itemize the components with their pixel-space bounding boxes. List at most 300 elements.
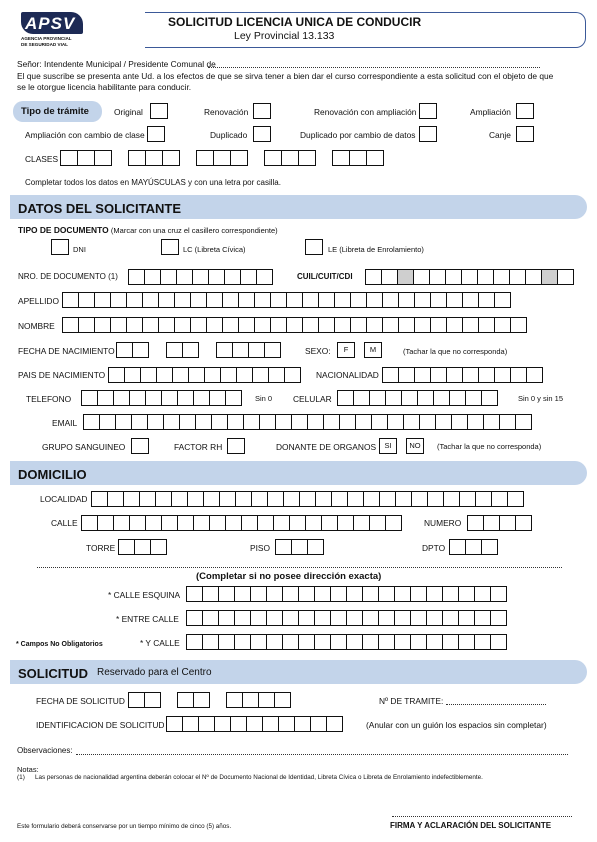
option-canje-checkbox[interactable] — [516, 126, 534, 142]
char-box[interactable] — [478, 317, 495, 333]
char-box[interactable] — [449, 539, 466, 555]
char-box[interactable] — [115, 414, 132, 430]
char-box[interactable] — [477, 269, 494, 285]
char-box[interactable] — [62, 292, 79, 308]
char-box[interactable] — [258, 692, 275, 708]
char-box[interactable] — [413, 269, 430, 285]
char-box[interactable] — [158, 292, 175, 308]
char-box[interactable] — [387, 414, 404, 430]
char-box[interactable] — [305, 515, 322, 531]
char-box[interactable] — [458, 610, 475, 626]
char-box[interactable] — [385, 515, 402, 531]
char-box[interactable] — [99, 414, 116, 430]
char-box[interactable] — [458, 634, 475, 650]
char-box[interactable] — [330, 634, 347, 650]
char-box[interactable] — [78, 292, 95, 308]
char-box[interactable] — [302, 292, 319, 308]
char-box[interactable] — [474, 634, 491, 650]
char-box[interactable] — [192, 269, 209, 285]
char-box[interactable] — [254, 317, 271, 333]
char-box[interactable] — [160, 269, 177, 285]
clases-field[interactable] — [60, 150, 384, 166]
char-box[interactable] — [458, 586, 475, 602]
char-box[interactable] — [334, 317, 351, 333]
char-box[interactable] — [362, 634, 379, 650]
char-box[interactable] — [467, 515, 484, 531]
char-box[interactable] — [510, 317, 527, 333]
char-box[interactable] — [214, 716, 231, 732]
char-box[interactable] — [190, 317, 207, 333]
char-box[interactable] — [118, 539, 135, 555]
char-box[interactable] — [310, 716, 327, 732]
char-box[interactable] — [282, 586, 299, 602]
char-box[interactable] — [186, 610, 203, 626]
entre-calle-field[interactable] — [186, 610, 507, 626]
char-box[interactable] — [478, 292, 495, 308]
char-box[interactable] — [481, 539, 498, 555]
char-box[interactable] — [270, 292, 287, 308]
char-box[interactable] — [499, 414, 516, 430]
char-box[interactable] — [246, 716, 263, 732]
char-box[interactable] — [177, 390, 194, 406]
torre-field[interactable] — [118, 539, 167, 555]
char-box[interactable] — [218, 586, 235, 602]
char-box[interactable] — [202, 610, 219, 626]
char-box[interactable] — [318, 317, 335, 333]
char-box[interactable] — [339, 414, 356, 430]
char-box[interactable] — [499, 515, 516, 531]
fecha-solicitud-field[interactable] — [128, 692, 291, 708]
char-box[interactable] — [209, 390, 226, 406]
char-box[interactable] — [213, 150, 231, 166]
char-box[interactable] — [347, 491, 364, 507]
char-box[interactable] — [264, 342, 281, 358]
char-box[interactable] — [323, 414, 340, 430]
char-box[interactable] — [410, 586, 427, 602]
char-box[interactable] — [139, 491, 156, 507]
char-box[interactable] — [196, 150, 214, 166]
donante-no-box[interactable]: NO — [406, 438, 424, 454]
char-box[interactable] — [331, 491, 348, 507]
char-box[interactable] — [275, 539, 292, 555]
char-box[interactable] — [363, 491, 380, 507]
char-box[interactable] — [366, 292, 383, 308]
char-box[interactable] — [462, 317, 479, 333]
char-box[interactable] — [234, 634, 251, 650]
char-box[interactable] — [462, 367, 479, 383]
char-box[interactable] — [346, 610, 363, 626]
char-box[interactable] — [474, 610, 491, 626]
char-box[interactable] — [366, 150, 384, 166]
char-box[interactable] — [298, 634, 315, 650]
char-box[interactable] — [314, 634, 331, 650]
char-box[interactable] — [394, 610, 411, 626]
char-box[interactable] — [378, 586, 395, 602]
factor-box[interactable] — [227, 438, 245, 454]
char-box[interactable] — [203, 491, 220, 507]
option-duplicado-datos-checkbox[interactable] — [419, 126, 437, 142]
char-box[interactable] — [230, 716, 247, 732]
char-box[interactable] — [302, 317, 319, 333]
char-box[interactable] — [226, 692, 243, 708]
char-box[interactable] — [378, 610, 395, 626]
char-box[interactable] — [264, 150, 282, 166]
sexo-f-box[interactable]: F — [337, 342, 355, 358]
dni-checkbox[interactable] — [51, 239, 69, 255]
identificacion-field[interactable] — [166, 716, 343, 732]
char-box[interactable] — [278, 716, 295, 732]
char-box[interactable] — [394, 586, 411, 602]
char-box[interactable] — [225, 390, 242, 406]
char-box[interactable] — [430, 317, 447, 333]
char-box[interactable] — [208, 269, 225, 285]
char-box[interactable] — [242, 692, 259, 708]
char-box[interactable] — [243, 414, 260, 430]
char-box[interactable] — [307, 414, 324, 430]
char-box[interactable] — [94, 292, 111, 308]
char-box[interactable] — [525, 269, 542, 285]
char-box[interactable] — [337, 390, 354, 406]
char-box[interactable] — [128, 150, 146, 166]
char-box[interactable] — [490, 610, 507, 626]
char-box[interactable] — [235, 491, 252, 507]
char-box[interactable] — [193, 390, 210, 406]
char-box[interactable] — [515, 515, 532, 531]
char-box[interactable] — [334, 292, 351, 308]
char-box[interactable] — [429, 269, 446, 285]
char-box[interactable] — [266, 586, 283, 602]
char-box[interactable] — [398, 367, 415, 383]
char-box[interactable] — [395, 491, 412, 507]
char-box[interactable] — [299, 491, 316, 507]
char-box[interactable] — [222, 317, 239, 333]
char-box[interactable] — [145, 150, 163, 166]
char-box[interactable] — [134, 539, 151, 555]
char-box[interactable] — [142, 292, 159, 308]
char-box[interactable] — [475, 491, 492, 507]
char-box[interactable] — [442, 610, 459, 626]
char-box[interactable] — [144, 269, 161, 285]
char-box[interactable] — [379, 491, 396, 507]
char-box[interactable] — [465, 390, 482, 406]
char-box[interactable] — [459, 491, 476, 507]
char-box[interactable] — [110, 317, 127, 333]
fecha-nac-field[interactable] — [116, 342, 281, 358]
char-box[interactable] — [526, 367, 543, 383]
sexo-m-box[interactable]: M — [364, 342, 382, 358]
char-box[interactable] — [204, 367, 221, 383]
localidad-field[interactable] — [91, 491, 524, 507]
char-box[interactable] — [382, 292, 399, 308]
char-box[interactable] — [177, 692, 194, 708]
char-box[interactable] — [397, 269, 414, 285]
telefono-field[interactable] — [81, 390, 242, 406]
char-box[interactable] — [369, 390, 386, 406]
char-box[interactable] — [362, 586, 379, 602]
char-box[interactable] — [284, 367, 301, 383]
char-box[interactable] — [355, 414, 372, 430]
char-box[interactable] — [414, 317, 431, 333]
char-box[interactable] — [128, 692, 145, 708]
char-box[interactable] — [225, 515, 242, 531]
char-box[interactable] — [107, 491, 124, 507]
char-box[interactable] — [238, 292, 255, 308]
piso-field[interactable] — [275, 539, 324, 555]
char-box[interactable] — [126, 292, 143, 308]
char-box[interactable] — [557, 269, 574, 285]
char-box[interactable] — [219, 491, 236, 507]
char-box[interactable] — [188, 367, 205, 383]
char-box[interactable] — [156, 367, 173, 383]
char-box[interactable] — [385, 390, 402, 406]
char-box[interactable] — [129, 515, 146, 531]
char-box[interactable] — [289, 515, 306, 531]
option-renovacion-ampliacion-checkbox[interactable] — [419, 103, 437, 119]
char-box[interactable] — [147, 414, 164, 430]
char-box[interactable] — [353, 390, 370, 406]
char-box[interactable] — [346, 634, 363, 650]
char-box[interactable] — [275, 414, 292, 430]
char-box[interactable] — [430, 292, 447, 308]
observaciones-line[interactable] — [76, 754, 568, 755]
nacionalidad-field[interactable] — [382, 367, 543, 383]
char-box[interactable] — [282, 610, 299, 626]
char-box[interactable] — [251, 491, 268, 507]
char-box[interactable] — [371, 414, 388, 430]
char-box[interactable] — [227, 414, 244, 430]
char-box[interactable] — [262, 716, 279, 732]
char-box[interactable] — [291, 414, 308, 430]
char-box[interactable] — [442, 586, 459, 602]
char-box[interactable] — [273, 515, 290, 531]
char-box[interactable] — [176, 269, 193, 285]
char-box[interactable] — [174, 292, 191, 308]
char-box[interactable] — [162, 150, 180, 166]
pais-field[interactable] — [108, 367, 301, 383]
char-box[interactable] — [465, 539, 482, 555]
char-box[interactable] — [206, 317, 223, 333]
char-box[interactable] — [382, 317, 399, 333]
char-box[interactable] — [83, 414, 100, 430]
firma-line[interactable] — [392, 816, 572, 817]
char-box[interactable] — [62, 317, 79, 333]
char-box[interactable] — [401, 390, 418, 406]
char-box[interactable] — [97, 390, 114, 406]
char-box[interactable] — [218, 634, 235, 650]
char-box[interactable] — [250, 610, 267, 626]
char-box[interactable] — [256, 269, 273, 285]
donante-si-box[interactable]: SI — [379, 438, 397, 454]
calle-field[interactable] — [81, 515, 402, 531]
char-box[interactable] — [274, 692, 291, 708]
char-box[interactable] — [510, 367, 527, 383]
char-box[interactable] — [314, 610, 331, 626]
char-box[interactable] — [171, 491, 188, 507]
char-box[interactable] — [490, 634, 507, 650]
char-box[interactable] — [266, 634, 283, 650]
char-box[interactable] — [257, 515, 274, 531]
char-box[interactable] — [126, 317, 143, 333]
char-box[interactable] — [254, 292, 271, 308]
char-box[interactable] — [282, 634, 299, 650]
char-box[interactable] — [494, 292, 511, 308]
lc-checkbox[interactable] — [161, 239, 179, 255]
char-box[interactable] — [224, 269, 241, 285]
char-box[interactable] — [131, 414, 148, 430]
char-box[interactable] — [81, 515, 98, 531]
char-box[interactable] — [110, 292, 127, 308]
char-box[interactable] — [250, 586, 267, 602]
char-box[interactable] — [291, 539, 308, 555]
char-box[interactable] — [150, 539, 167, 555]
char-box[interactable] — [123, 491, 140, 507]
email-field[interactable] — [83, 414, 532, 430]
char-box[interactable] — [186, 586, 203, 602]
char-box[interactable] — [140, 367, 157, 383]
char-box[interactable] — [268, 367, 285, 383]
char-box[interactable] — [78, 317, 95, 333]
char-box[interactable] — [91, 491, 108, 507]
char-box[interactable] — [172, 367, 189, 383]
char-box[interactable] — [378, 634, 395, 650]
char-box[interactable] — [443, 491, 460, 507]
char-box[interactable] — [145, 390, 162, 406]
char-box[interactable] — [315, 491, 332, 507]
char-box[interactable] — [270, 317, 287, 333]
char-box[interactable] — [116, 342, 133, 358]
option-ampliacion-clase-checkbox[interactable] — [147, 126, 165, 142]
char-box[interactable] — [158, 317, 175, 333]
char-box[interactable] — [494, 367, 511, 383]
char-box[interactable] — [248, 342, 265, 358]
char-box[interactable] — [218, 610, 235, 626]
char-box[interactable] — [211, 414, 228, 430]
char-box[interactable] — [193, 515, 210, 531]
char-box[interactable] — [446, 292, 463, 308]
char-box[interactable] — [481, 390, 498, 406]
char-box[interactable] — [369, 515, 386, 531]
char-box[interactable] — [314, 586, 331, 602]
char-box[interactable] — [433, 390, 450, 406]
char-box[interactable] — [142, 317, 159, 333]
option-original-checkbox[interactable] — [150, 103, 168, 119]
char-box[interactable] — [507, 491, 524, 507]
char-box[interactable] — [353, 515, 370, 531]
char-box[interactable] — [202, 634, 219, 650]
char-box[interactable] — [234, 610, 251, 626]
char-box[interactable] — [491, 491, 508, 507]
char-box[interactable] — [417, 390, 434, 406]
char-box[interactable] — [346, 586, 363, 602]
char-box[interactable] — [410, 610, 427, 626]
char-box[interactable] — [132, 342, 149, 358]
char-box[interactable] — [77, 150, 95, 166]
char-box[interactable] — [326, 716, 343, 732]
char-box[interactable] — [294, 716, 311, 732]
char-box[interactable] — [490, 586, 507, 602]
char-box[interactable] — [474, 586, 491, 602]
char-box[interactable] — [195, 414, 212, 430]
char-box[interactable] — [94, 317, 111, 333]
char-box[interactable] — [252, 367, 269, 383]
char-box[interactable] — [349, 150, 367, 166]
char-box[interactable] — [398, 292, 415, 308]
char-box[interactable] — [493, 269, 510, 285]
nro-tramite-line[interactable] — [446, 704, 546, 705]
char-box[interactable] — [220, 367, 237, 383]
char-box[interactable] — [281, 150, 299, 166]
char-box[interactable] — [108, 367, 125, 383]
char-box[interactable] — [161, 390, 178, 406]
char-box[interactable] — [113, 515, 130, 531]
char-box[interactable] — [419, 414, 436, 430]
char-box[interactable] — [403, 414, 420, 430]
char-box[interactable] — [414, 367, 431, 383]
numero-field[interactable] — [467, 515, 532, 531]
char-box[interactable] — [350, 317, 367, 333]
char-box[interactable] — [155, 491, 172, 507]
char-box[interactable] — [259, 414, 276, 430]
char-box[interactable] — [298, 150, 316, 166]
char-box[interactable] — [365, 269, 382, 285]
char-box[interactable] — [449, 390, 466, 406]
char-box[interactable] — [97, 515, 114, 531]
char-box[interactable] — [321, 515, 338, 531]
char-box[interactable] — [410, 634, 427, 650]
char-box[interactable] — [240, 269, 257, 285]
char-box[interactable] — [337, 515, 354, 531]
char-box[interactable] — [515, 414, 532, 430]
char-box[interactable] — [234, 586, 251, 602]
dpto-field[interactable] — [449, 539, 498, 555]
apellido-field[interactable] — [62, 292, 511, 308]
nombre-field[interactable] — [62, 317, 527, 333]
char-box[interactable] — [267, 491, 284, 507]
char-box[interactable] — [445, 269, 462, 285]
char-box[interactable] — [411, 491, 428, 507]
char-box[interactable] — [382, 367, 399, 383]
char-box[interactable] — [174, 317, 191, 333]
char-box[interactable] — [381, 269, 398, 285]
char-box[interactable] — [193, 692, 210, 708]
char-box[interactable] — [307, 539, 324, 555]
char-box[interactable] — [332, 150, 350, 166]
char-box[interactable] — [186, 634, 203, 650]
char-box[interactable] — [166, 716, 183, 732]
char-box[interactable] — [198, 716, 215, 732]
char-box[interactable] — [232, 342, 249, 358]
char-box[interactable] — [298, 586, 315, 602]
char-box[interactable] — [366, 317, 383, 333]
char-box[interactable] — [414, 292, 431, 308]
char-box[interactable] — [166, 342, 183, 358]
char-box[interactable] — [177, 515, 194, 531]
char-box[interactable] — [250, 634, 267, 650]
char-box[interactable] — [462, 292, 479, 308]
char-box[interactable] — [202, 586, 219, 602]
char-box[interactable] — [451, 414, 468, 430]
char-box[interactable] — [163, 414, 180, 430]
char-box[interactable] — [238, 317, 255, 333]
char-box[interactable] — [286, 317, 303, 333]
char-box[interactable] — [330, 610, 347, 626]
option-ampliacion-checkbox[interactable] — [516, 103, 534, 119]
char-box[interactable] — [318, 292, 335, 308]
char-box[interactable] — [266, 610, 283, 626]
char-box[interactable] — [187, 491, 204, 507]
char-box[interactable] — [350, 292, 367, 308]
char-box[interactable] — [330, 586, 347, 602]
